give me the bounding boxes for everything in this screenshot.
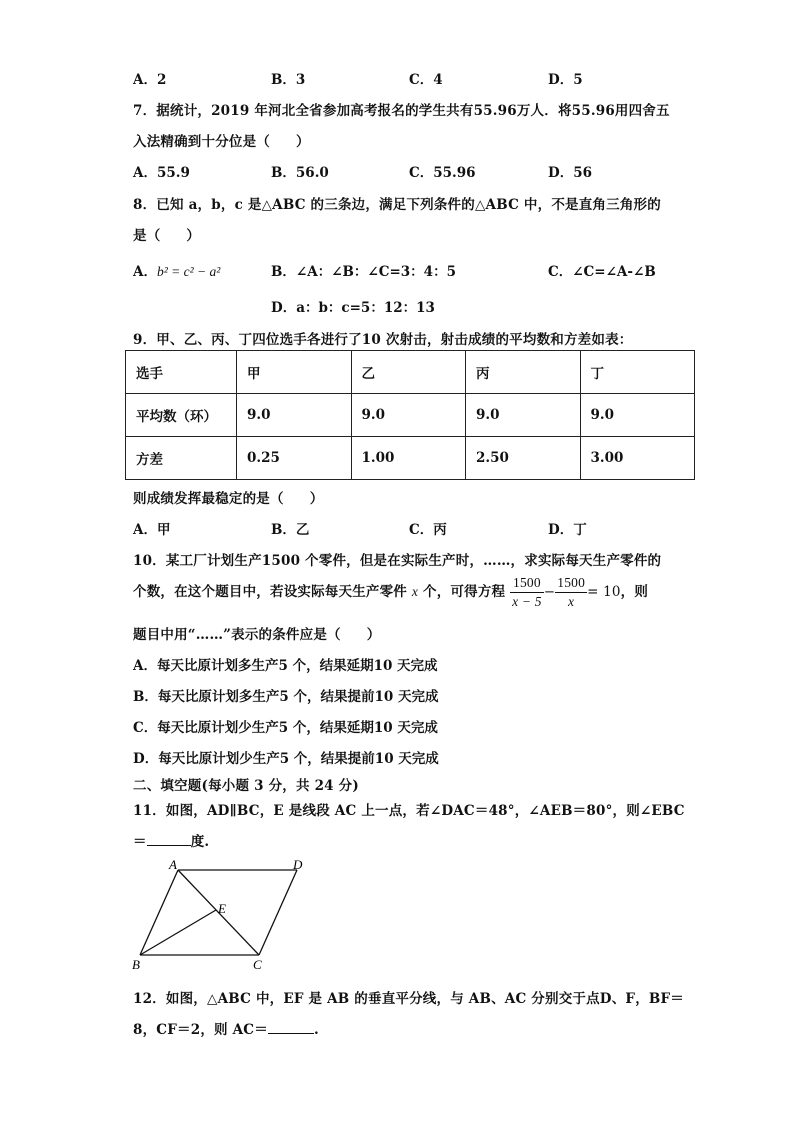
table-cell: 9.0: [580, 394, 695, 437]
q7-stem-line1: 7．据统计，2019 年河北全省参加高考报名的学生共有55.96万人．将55.96用四舍五: [133, 103, 670, 119]
table-header-row: [126, 351, 695, 394]
q12-answer-blank: [268, 1033, 314, 1034]
q11-answer-blank: [147, 845, 191, 846]
q12-stem-line2: [133, 1018, 319, 1038]
table-cell: 方差: [126, 437, 237, 480]
table-cell: 平均数（环）: [126, 394, 237, 437]
label-c: C: [253, 957, 262, 972]
q6-option-a: A．2: [133, 72, 167, 88]
q8-option-c: C．∠C=∠A-∠B: [548, 264, 656, 280]
segment-ab: [140, 870, 178, 955]
q8-option-b: B．∠A：∠B：∠C=3：4：5: [271, 264, 456, 280]
q6-option-c: C．4: [409, 72, 443, 88]
q7-option-b: B．56.0: [271, 165, 329, 181]
q8-option-d: D．a：b：c=5：12：13: [271, 300, 435, 316]
q10-fraction-1-den: x − 5: [512, 594, 542, 609]
table-cell: 1.00: [351, 437, 466, 480]
q7-option-d: D．56: [548, 165, 592, 181]
table-row: [126, 394, 695, 437]
q7-stem-line2: [133, 130, 310, 150]
q10-line2-mid: 个，可得方程: [423, 584, 506, 600]
table-cell: 3.00: [580, 437, 695, 480]
segment-be: [140, 910, 216, 955]
q12-line2-prefix: 8，CF＝2，则 AC＝: [133, 1022, 268, 1038]
q11-stem-line1: 11．如图，AD∥BC，E 是线段 AC 上一点，若∠DAC＝48°，∠AEB＝80°，则∠EBC: [133, 803, 685, 819]
table-cell: 9.0: [466, 394, 581, 437]
q6-option-b: B．3: [271, 72, 306, 88]
q8-stem-line1: 8．已知 a，b，c 是△ABC 的三条边，满足下列条件的△ABC 中，不是直角三角形的: [133, 197, 661, 213]
q10-line3-text: 题目中用“……”表示的条件应是（: [133, 627, 341, 643]
q11-stem-line2: [133, 830, 209, 850]
table-header-cell: 乙: [351, 351, 466, 394]
table-row: [126, 437, 695, 480]
q6-option-d: D．5: [548, 72, 583, 88]
q9-stem: 9．甲、乙、丙、丁四位选手各进行了10 次射击，射击成绩的平均数和方差如表：: [133, 332, 633, 348]
section-2-heading: 二、填空题(每小题 3 分，共 24 分): [133, 778, 359, 794]
table-header-cell: 甲: [237, 351, 352, 394]
q10-fraction-2: [555, 574, 587, 611]
segment-dc: [259, 870, 297, 955]
q10-var-x: x: [411, 584, 419, 599]
q7-option-c: C．55.96: [409, 165, 476, 181]
q11-line2-prefix: ＝: [133, 834, 147, 850]
label-d: D: [293, 857, 303, 872]
q10-minus: −: [543, 584, 556, 600]
table-cell: 9.0: [351, 394, 466, 437]
q10-option-b: B．每天比原计划多生产5 个，结果提前10 天完成: [133, 689, 439, 705]
q10-fraction-2-den: x: [568, 594, 575, 609]
q10-stem-line3: [133, 623, 380, 643]
q8-stem-text: 是（: [133, 228, 161, 244]
q10-fraction-2-num: 1500: [555, 574, 587, 593]
table-cell: 2.50: [466, 437, 581, 480]
q10-line2-end: ，则: [620, 584, 649, 600]
table-header-cell: 丙: [466, 351, 581, 394]
q8-option-a-formula: b² = c² − a²: [156, 264, 221, 279]
q10-paren-close: ）: [366, 627, 381, 643]
label-a: A: [169, 857, 177, 872]
label-e: E: [218, 901, 226, 916]
q10-fraction-1-num: 1500: [510, 574, 544, 593]
q8-option-a-label: A．: [133, 264, 157, 280]
q9-option-b: B．乙: [271, 522, 310, 538]
table-header-cell: 丁: [580, 351, 695, 394]
q9-question-text: 则成绩发挥最稳定的是（: [133, 491, 284, 507]
q10-line2-prefix: 个数，在这个题目中，若设实际每天生产零件: [133, 584, 407, 600]
q10-fraction-1: [510, 574, 544, 611]
q9-score-table: [125, 350, 695, 480]
q11-line2-suffix: 度.: [190, 834, 210, 850]
q10-equals: = 10: [587, 584, 621, 600]
q8-paren-close: ）: [186, 228, 201, 244]
q8-stem-line2: [133, 224, 200, 244]
q12-line2-suffix: .: [313, 1022, 319, 1038]
table-cell: 0.25: [237, 437, 352, 480]
q9-question: [133, 487, 323, 507]
q9-option-c: C．丙: [409, 522, 447, 538]
label-b: B: [132, 957, 140, 972]
table-header-cell: 选手: [126, 351, 237, 394]
q10-stem-line2: [133, 574, 648, 611]
q8-option-a: [133, 260, 220, 280]
q7-stem-text: 入法精确到十分位是（: [133, 134, 270, 150]
q9-paren-close: ）: [309, 491, 324, 507]
q9-option-a: A．甲: [133, 522, 171, 538]
q10-stem-line1: 10．某工厂计划生产1500 个零件，但是在实际生产时，……，求实际每天生产零件的: [133, 553, 662, 569]
q9-option-d: D．丁: [548, 522, 587, 538]
q12-stem-line1: 12．如图，△ABC 中，EF 是 AB 的垂直平分线，与 AB、AC 分别交于点D、F，BF＝: [133, 991, 684, 1007]
q10-option-a: A．每天比原计划多生产5 个，结果延期10 天完成: [133, 658, 438, 674]
table-cell: 9.0: [237, 394, 352, 437]
q7-paren-close: ）: [296, 134, 310, 150]
q10-option-d: D．每天比原计划少生产5 个，结果提前10 天完成: [133, 751, 439, 767]
q11-parallelogram-figure: [128, 856, 318, 974]
q10-option-c: C．每天比原计划少生产5 个，结果延期10 天完成: [133, 720, 438, 736]
q7-option-a: A．55.9: [133, 165, 190, 181]
